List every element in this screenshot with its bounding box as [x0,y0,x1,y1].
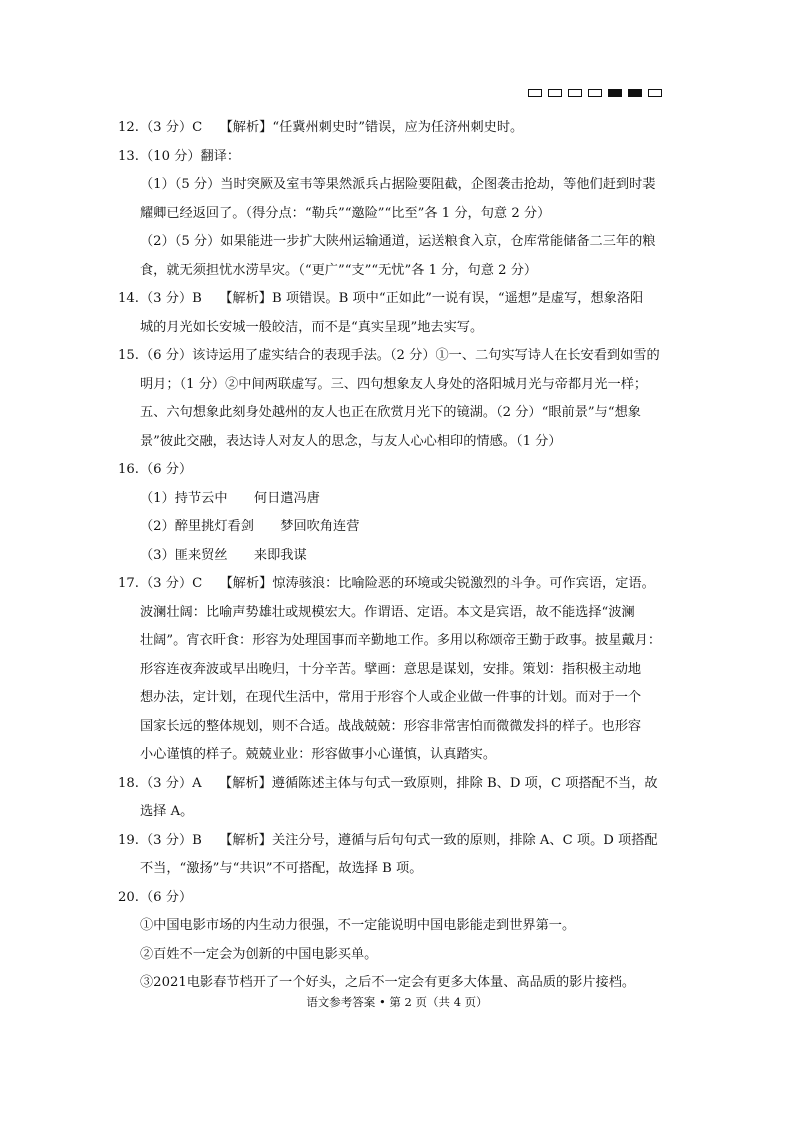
header-mark [648,89,662,97]
answer-item [118,143,684,172]
question-number: 16. [118,462,139,477]
answer-line: （3 分）B 【解析】关注分号，遵循与后句句式一致的原则，排除 A、C 项。D 项搭配 [140,832,658,848]
answer-item [118,884,684,913]
answer-line: 不当，“激扬”与“共识”不可搭配，故选择 B 项。 [140,861,423,876]
question-number: 18. [118,775,139,791]
question-number: 15. [118,348,139,363]
answer-line: 耀卿已经返回了。（得分点：“勒兵”“邀险”“比至”各 1 分，句意 2 分） [140,205,551,221]
header-mark [528,89,542,97]
answer-line: 国家长远的整体规划，则不合适。战战兢兢：形容非常害怕而微微发抖的样子。也形容 [140,718,642,734]
answer-line: ②百姓不一定会为创新的中国电影买单。 [140,946,378,962]
answer-line: （1）持节云中 何日遣冯唐 [140,490,320,506]
header-marks [528,89,662,97]
answer-list [118,114,684,998]
answer-line: 波澜壮阔：比喻声势雄壮或规模宏大。作谓语、定语。本文是宾语，故不能选择“波澜 [140,604,635,620]
header-mark [568,89,582,97]
answer-line: （2）醉里挑灯看剑 梦回吹角连营 [140,519,360,534]
answer-line: （6 分） [140,462,193,477]
answer-line: 想办法，定计划，在现代生活中，常用于形容个人或企业做一件事的计划。而对于一个 [140,690,642,705]
header-mark [548,89,562,97]
answer-subitem [118,912,684,941]
answer-line: 城的月光如长安城一般皎洁，而不是“真实呈现”地去实写。 [140,319,484,335]
question-number: 20. [118,889,139,905]
header-mark [608,89,622,97]
answer-item [118,770,684,827]
answer-subitem [118,171,684,228]
answer-line: 食，就无须担忧水涝旱灾。（“更广”“支”“无忧”各 1 分，句意 2 分） [140,262,538,278]
answer-line: （10 分）翻译： [140,148,241,164]
answer-line: （3 分）B 【解析】B 项错误。B 项中“正如此”一说有误，“遥想”是虚写，想象洛阳 [140,291,644,306]
answer-line: （2）（5 分）如果能进一步扩大陕州运输通道，运送粮食入京，仓库常能储备二三年的粮 [140,234,656,249]
question-number: 17. [118,576,139,591]
answer-item [118,114,684,143]
answer-line: 形容连夜奔波或早出晚归，十分辛苦。擘画：意思是谋划，安排。策划：指积极主动地 [140,661,642,677]
question-number: 13. [118,148,139,164]
answer-line: （6 分）该诗运用了虚实结合的表现手法。（2 分）①一、二句实写诗人在长安看到如雪的 [140,348,660,363]
answer-line: （3 分）A 【解析】遵循陈述主体与句式一致原则，排除 B、D 项，C 项搭配不当，故 [140,775,658,791]
answer-line: （1）（5 分）当时突厥及室韦等果然派兵占据险要阻截，企图袭击抢劫，等他们赶到时裴 [140,177,656,192]
answer-item [118,342,684,456]
answer-subitem [118,941,684,970]
answer-item [118,456,684,485]
answer-line: （3）匪来贸丝 来即我谋 [140,547,307,563]
answer-item [118,570,684,770]
answer-item [118,285,684,342]
answer-line: 壮阔”。宵衣旰食：形容为处理国事而辛勤地工作。多用以称颂帝王勤于政事。披星戴月： [140,633,662,648]
answer-line: ③2021电影春节档开了一个好头，之后不一定会有更多大体量、高品质的影片接档。 [140,975,636,990]
answer-line: 选择 A。 [140,804,194,819]
answer-line: （3 分）C 【解析】惊涛骇浪：比喻险恶的环境或尖锐激烈的斗争。可作宾语，定语。 [140,576,655,591]
question-number: 12. [118,120,139,135]
header-mark [628,89,642,97]
question-number: 14. [118,291,139,306]
answer-line: ①中国电影市场的内生动力很强，不一定能说明中国电影能走到世界第一。 [140,918,576,933]
answer-subitem [118,542,684,571]
answer-line: 明月；（1 分）②中间两联虚写。三、四句想象友人身处的洛阳城月光与帝都月光一样； [140,376,648,392]
question-number: 19. [118,832,139,848]
answer-line: （6 分） [140,889,193,905]
answer-line: 景”彼此交融，表达诗人对友人的思念，与友人心心相印的情感。（1 分） [140,433,562,449]
answer-subitem [118,228,684,285]
answer-line: 小心谨慎的样子。兢兢业业：形容做事小心谨慎，认真踏实。 [140,747,497,762]
answer-subitem [118,513,684,542]
answer-item [118,827,684,884]
answer-line: （3 分）C 【解析】“任冀州刺史时”错误，应为任济州刺史时。 [140,120,524,135]
header-mark [588,89,602,97]
answer-subitem [118,485,684,514]
answer-line: 五、六句想象此刻身处越州的友人也正在欣赏月光下的镜湖。（2 分）“眼前景”与“想象 [140,405,641,420]
page-footer: 语文参考答案 • 第 2 页（共 4 页） [306,995,488,1009]
